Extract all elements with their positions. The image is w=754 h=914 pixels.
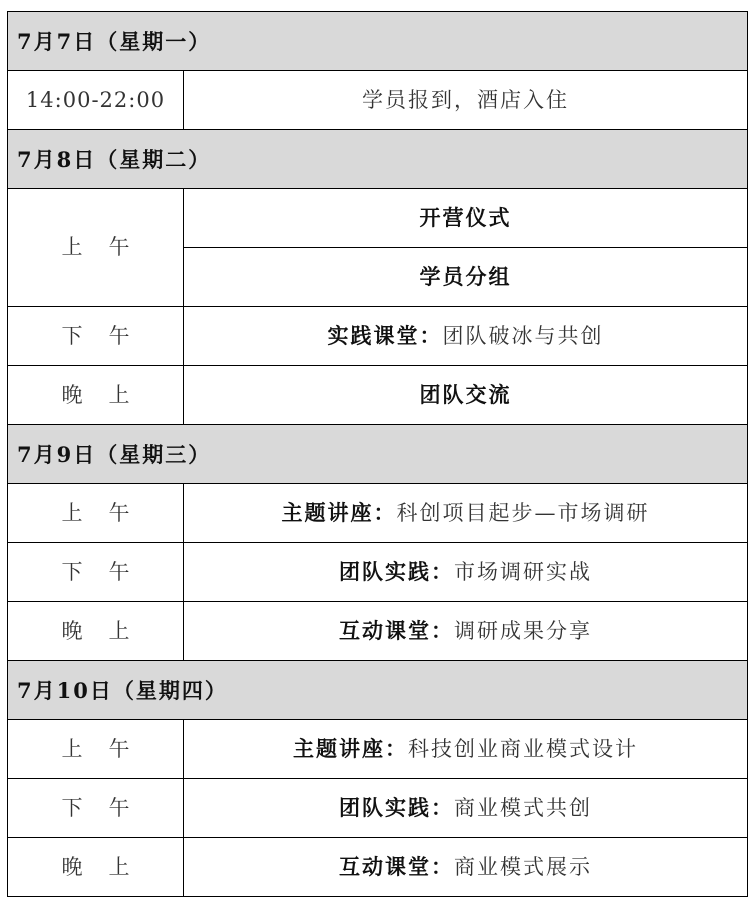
schedule-row bbox=[8, 307, 748, 366]
time-period-char: 午 bbox=[108, 795, 130, 820]
time-period-char: 晚 bbox=[61, 618, 83, 643]
schedule-row bbox=[8, 779, 748, 838]
time-period-char: 上 bbox=[61, 235, 83, 259]
time-period-char: 上 bbox=[61, 500, 83, 525]
time-cell bbox=[8, 307, 184, 366]
schedule-table bbox=[7, 11, 748, 897]
time-period-char: 午 bbox=[108, 500, 130, 525]
activity-cell bbox=[184, 720, 748, 779]
schedule-row bbox=[8, 838, 748, 897]
time-period-char: 晚 bbox=[61, 854, 83, 879]
time-cell bbox=[8, 779, 184, 838]
activity-cell bbox=[184, 71, 748, 130]
time-period-char: 午 bbox=[108, 235, 130, 259]
time-period-char: 午 bbox=[108, 559, 130, 584]
schedule-row bbox=[8, 720, 748, 779]
day-header-row bbox=[8, 130, 748, 189]
time-period-char: 晚 bbox=[61, 382, 83, 407]
time-cell bbox=[8, 720, 184, 779]
schedule-row bbox=[8, 484, 748, 543]
activity-category: 学员分组 bbox=[419, 264, 512, 289]
activity-text: 商业模式共创 bbox=[454, 796, 592, 820]
activity-category: 团队实践： bbox=[339, 559, 454, 584]
activity-cell bbox=[184, 838, 748, 897]
activity-category: 主题讲座： bbox=[293, 736, 408, 761]
activity-cell bbox=[184, 366, 748, 425]
schedule-row bbox=[8, 602, 748, 661]
time-period-char: 上 bbox=[61, 736, 83, 761]
time-cell bbox=[8, 189, 184, 307]
time-period-char: 下 bbox=[61, 323, 83, 348]
schedule-row bbox=[8, 366, 748, 425]
day-header: 7月8日（星期二） bbox=[8, 130, 748, 189]
activity-text: 学员报到，酒店入住 bbox=[362, 87, 569, 112]
day-header: 7月10日（星期四） bbox=[8, 661, 748, 720]
activity-text: 团队破冰与共创 bbox=[442, 324, 604, 348]
schedule-row bbox=[8, 71, 748, 130]
activity-cell bbox=[184, 602, 748, 661]
activity-category: 互动课堂： bbox=[339, 854, 454, 879]
day-header-row bbox=[8, 12, 748, 71]
activity-cell bbox=[184, 543, 748, 602]
activity-category: 主题讲座： bbox=[281, 500, 397, 525]
time-cell bbox=[8, 602, 184, 661]
activity-category: 团队交流 bbox=[419, 382, 512, 407]
activity-text: 市场调研实战 bbox=[454, 560, 592, 584]
activity-cell bbox=[184, 779, 748, 838]
schedule-row bbox=[8, 189, 748, 248]
schedule-row bbox=[8, 543, 748, 602]
activity-text: 科技创业商业模式设计 bbox=[408, 737, 638, 761]
time-cell bbox=[8, 366, 184, 425]
day-header-row bbox=[8, 425, 748, 484]
time-cell bbox=[8, 543, 184, 602]
time-period-char: 上 bbox=[108, 618, 130, 643]
time-period-char: 下 bbox=[61, 559, 83, 584]
time-cell: 14:00-22:00 bbox=[8, 71, 184, 130]
day-header: 7月7日（星期一） bbox=[8, 12, 748, 71]
activity-text: 商业模式展示 bbox=[454, 855, 592, 879]
activity-cell bbox=[184, 307, 748, 366]
time-cell bbox=[8, 484, 184, 543]
activity-text: 调研成果分享 bbox=[454, 619, 592, 643]
activity-cell bbox=[184, 248, 748, 307]
activity-category: 互动课堂： bbox=[339, 618, 454, 643]
time-period-char: 上 bbox=[108, 854, 130, 879]
day-header-row bbox=[8, 661, 748, 720]
time-period-char: 午 bbox=[108, 323, 130, 348]
day-header: 7月9日（星期三） bbox=[8, 425, 748, 484]
time-cell bbox=[8, 838, 184, 897]
activity-category: 开营仪式 bbox=[419, 205, 512, 230]
activity-text: 科创项目起步—市场调研 bbox=[396, 501, 650, 525]
time-period-char: 下 bbox=[61, 795, 83, 820]
schedule-body bbox=[8, 12, 748, 897]
activity-category: 实践课堂： bbox=[327, 323, 443, 348]
activity-cell bbox=[184, 484, 748, 543]
activity-cell bbox=[184, 189, 748, 248]
time-period-char: 午 bbox=[108, 736, 130, 761]
time-period-char: 上 bbox=[108, 382, 130, 407]
activity-category: 团队实践： bbox=[339, 795, 454, 820]
